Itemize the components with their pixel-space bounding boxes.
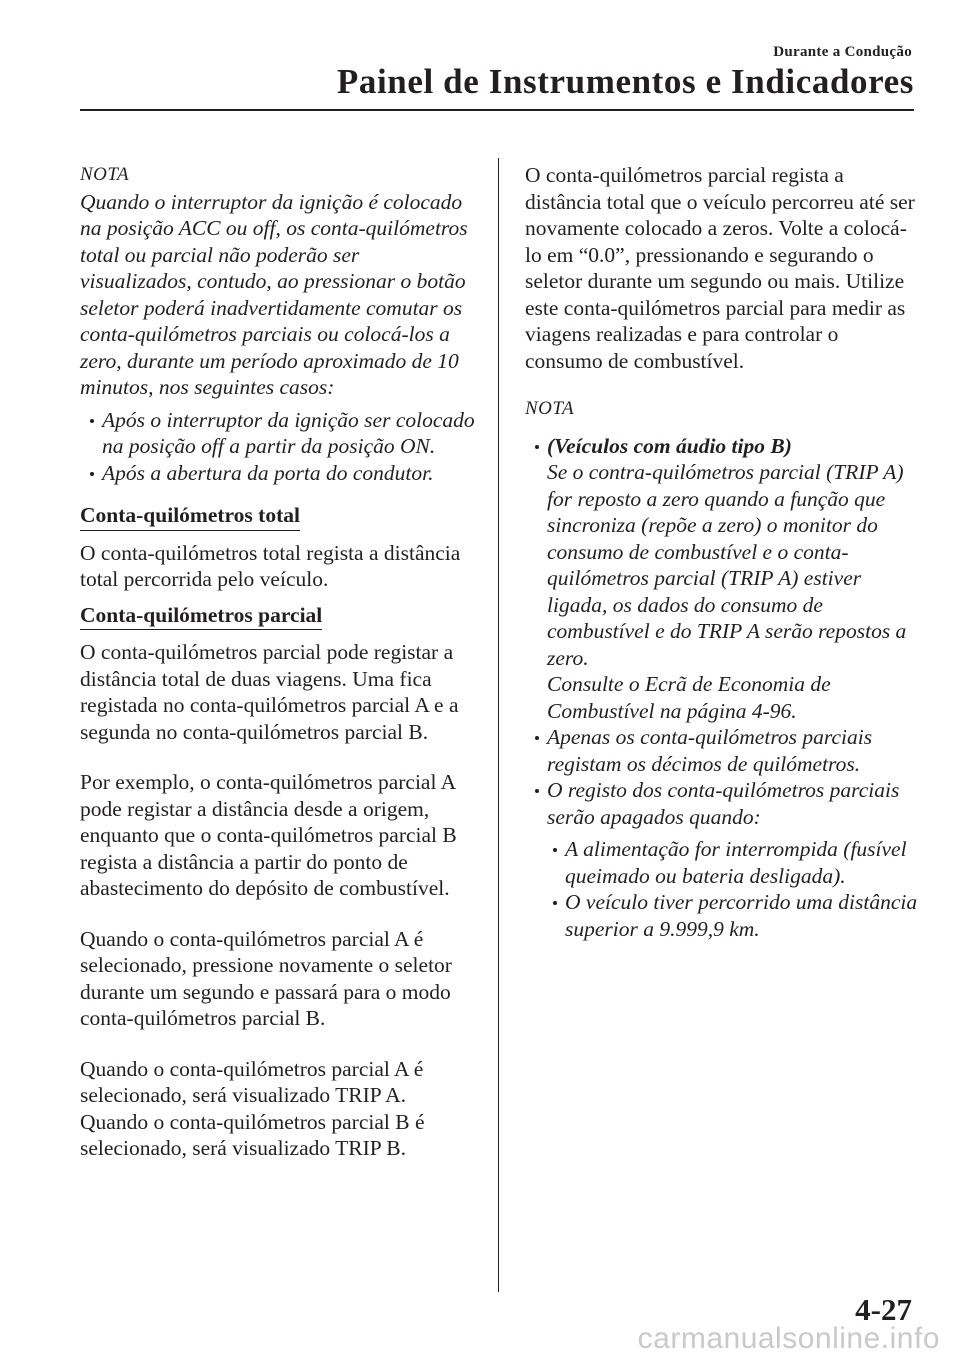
paragraph: O conta-quilómetros parcial regista a distância total que o veículo percorreu até ser novamente colocado a zeros. Volte a colocá-lo em “0.0”, pressionando e segurando o seletor durante um segundo ou mais. Utilize este conta-quilómetros parcial para medir as viagens realizadas e para controlar o consumo de combustível. [525, 163, 915, 373]
bullet-text: Se o contra-quilómetros parcial (TRIP A) for reposto a zero quando a função que sincroniza (repõe a zero) o monitor do consumo de combustível e o conta-quilómetros parcial (TRIP A) estiver ligada, os dados do consumo de combustível e do TRIP A serão repostos a zero. [547, 460, 907, 670]
list-item [547, 433, 920, 725]
note-text: Quando o interruptor da ignição é colocado na posição ACC ou off, os conta-quilómetros total ou parcial não poderão ser visualizados, contudo, ao pressionar o botão seletor poderá inadvertidamente comutar os conta-quilómetros parciais ou colocá-los a zero, durante um período aproximado de 10 minutos, nos seguintes casos: [80, 189, 468, 399]
bullet-title: (Veículos com áudio tipo B) [547, 433, 792, 458]
subheading-trip-meter: Conta-quilómetros parcial [80, 602, 322, 631]
list-item: Apenas os conta-quilómetros parciais registam os décimos de quilómetros. [547, 724, 920, 777]
note-bullet-list [102, 407, 475, 487]
watermark: carmanualsonline.info [637, 1322, 940, 1355]
page-title: Painel de Instrumentos e Indicadores [336, 62, 914, 101]
subheading-total-odometer: Conta-quilómetros total [80, 502, 300, 531]
paragraph: O conta-quilómetros parcial pode registar a distância total de duas viagens. Uma fica registada no conta-quilómetros parcial A e a segunda no conta-quilómetros parcial B. [80, 640, 459, 744]
list-item: A alimentação for interrompida (fusível queimado ou bateria desligada). [565, 836, 920, 889]
list-item: O veículo tiver percorrido uma distância superior a 9.999,9 km. [565, 889, 920, 942]
left-column [80, 162, 475, 1162]
column-divider [498, 158, 499, 1292]
paragraph: Quando o conta-quilómetros parcial A é selecionado, será visualizado TRIP A. Quando o conta-quilómetros parcial B é selecionado, será visualizado TRIP B. [80, 1056, 425, 1160]
page-number: 4-27 [855, 1292, 912, 1327]
page-reference: Consulte o Ecrã de Economia de Combustível na página 4-96. [547, 672, 831, 723]
header-rule [80, 109, 914, 111]
right-column [525, 162, 920, 942]
nota-label: NOTA [525, 398, 575, 419]
nota-label: NOTA [80, 164, 130, 185]
note-bullet-list [547, 433, 920, 831]
sub-bullet-list [565, 836, 920, 942]
paragraph: O conta-quilómetros total regista a distância total percorrida pelo veículo. [80, 540, 461, 591]
list-item: O registo dos conta-quilómetros parciais serão apagados quando: [547, 777, 920, 830]
paragraph: Quando o conta-quilómetros parcial A é selecionado, pressione novamente o seletor durante um segundo e passará para o modo conta-quilómetros parcial B. [80, 926, 452, 1030]
list-item: Após o interruptor da ignição ser colocado na posição off a partir da posição ON. [102, 407, 475, 458]
paragraph: Por exemplo, o conta-quilómetros parcial A pode registar a distância desde a origem, enquanto que o conta-quilómetros parcial B regista a distância a partir do ponto de abastecimento do depósito de combustível. [80, 770, 457, 900]
section-label: Durante a Condução [773, 44, 912, 60]
list-item: Após a abertura da porta do condutor. [102, 460, 475, 487]
